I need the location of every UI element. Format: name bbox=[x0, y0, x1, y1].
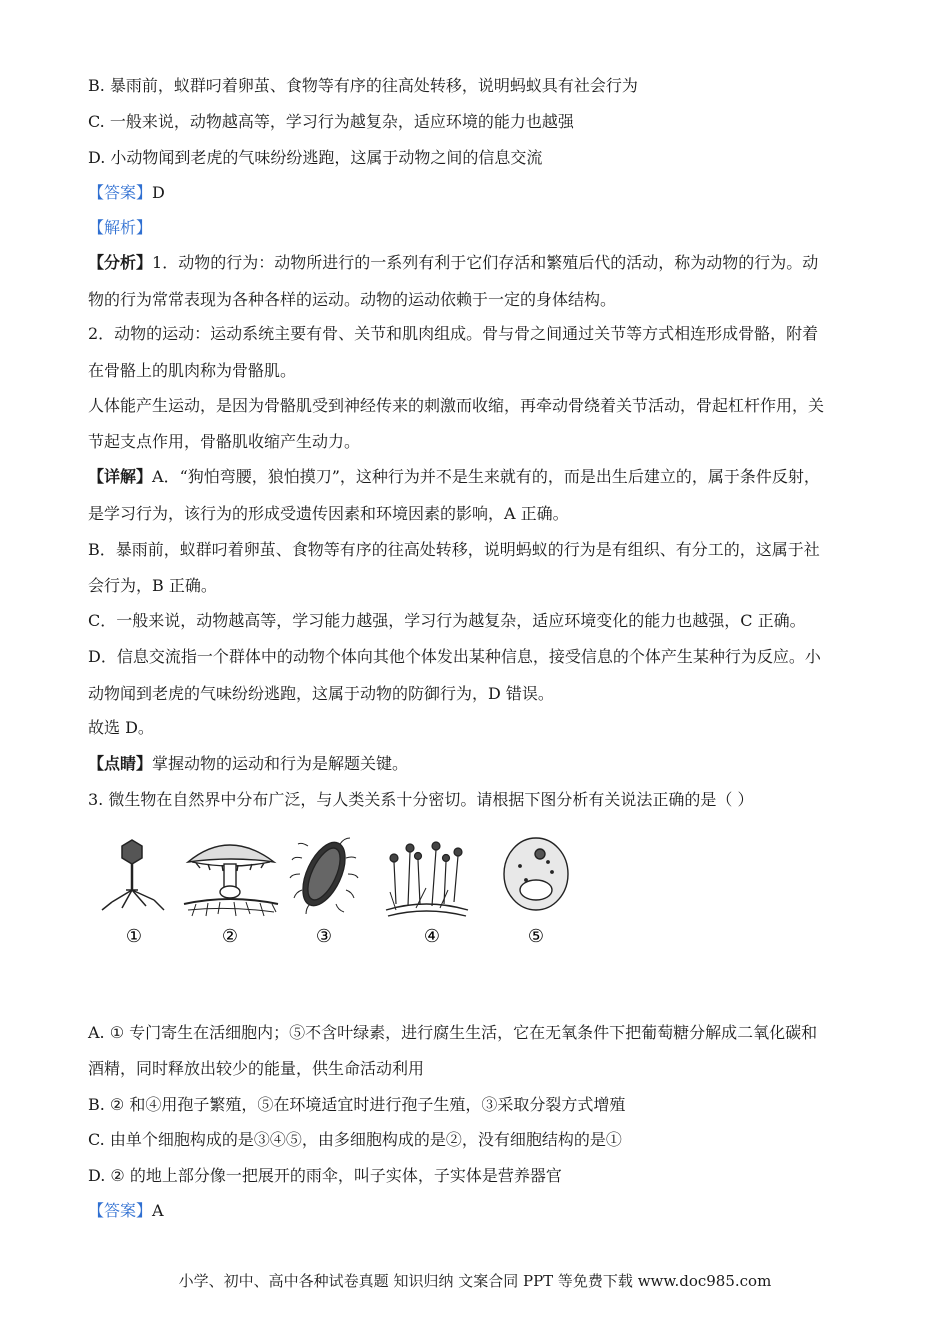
comment-tag: 【点睛】 bbox=[88, 754, 153, 773]
fenxi-line-1 bbox=[88, 253, 818, 273]
fenxi-text-1a: 1．动物的行为：动物所进行的一系列有利于它们存活和繁殖后代的活动，称为动物的行为。动 bbox=[152, 253, 819, 272]
mold-illustration bbox=[386, 842, 468, 916]
detail-line-3: B．暴雨前，蚁群叼着卵茧、食物等有序的往高处转移，说明蚂蚁的行为是有组织、有分工的，这属于社 bbox=[88, 540, 820, 559]
bacteriophage-illustration bbox=[102, 840, 164, 910]
prev-option-c: C. 一般来说，动物越高等，学习行为越复杂，适应环境的能力也越强 bbox=[88, 112, 574, 131]
figure-label-3: ③ bbox=[315, 926, 333, 947]
fenxi-line-5: 人体能产生运动，是因为骨骼肌受到神经传来的刺激而收缩，再牵动骨绕着关节活动，骨起杠杆作用，关 bbox=[88, 396, 825, 415]
q3-option-a-line-1: A. ① 专门寄生在活细胞内；⑤不含叶绿素，进行腐生生活，它在无氧条件下把葡萄糖分解成二氧化碳和 bbox=[88, 1023, 818, 1042]
figure-label-2: ② bbox=[221, 926, 239, 947]
detail-line-2: 是学习行为，该行为的形成受遗传因素和环境因素的影响，A 正确。 bbox=[88, 504, 569, 523]
page-footer: 小学、初中、高中各种试卷真题 知识归纳 文案合同 PPT 等免费下载 www.doc985.com bbox=[178, 1272, 772, 1290]
q3-option-c: C. 由单个细胞构成的是③④⑤，由多细胞构成的是②，没有细胞结构的是① bbox=[88, 1130, 622, 1149]
detail-tag: 【详解】 bbox=[88, 467, 153, 486]
fenxi-line-3: 2．动物的运动：运动系统主要有骨、关节和肌肉组成。骨与骨之间通过关节等方式相连形成骨骼，附着 bbox=[88, 324, 819, 343]
figure-label-1: ① bbox=[125, 926, 143, 947]
comment-text: 掌握动物的运动和行为是解题关键。 bbox=[152, 754, 409, 773]
prev-option-b: B. 暴雨前，蚁群叼着卵茧、食物等有序的往高处转移，说明蚂蚁具有社会行为 bbox=[88, 76, 638, 95]
answer-tag: 【答案】 bbox=[88, 183, 153, 202]
fenxi-line-2: 物的行为常常表现为各种各样的运动。动物的运动依赖于一定的身体结构。 bbox=[88, 290, 617, 309]
detail-line-4: 会行为，B 正确。 bbox=[88, 576, 217, 595]
bacterium-illustration bbox=[290, 836, 358, 914]
detail-line-5: C．一般来说，动物越高等，学习能力越强，学习行为越复杂，适应环境变化的能力也越强，C 正确。 bbox=[88, 611, 806, 630]
detail-line-1 bbox=[88, 467, 820, 487]
detail-line-6: D．信息交流指一个群体中的动物个体向其他个体发出某种信息，接受信息的个体产生某种行为反应。小 bbox=[88, 647, 821, 666]
analysis-tag: 【解析】 bbox=[88, 218, 153, 237]
fenxi-tag: 【分析】 bbox=[88, 253, 153, 272]
fenxi-line-6: 节起支点作用，骨骼肌收缩产生动力。 bbox=[88, 432, 361, 451]
prev-option-d: D. 小动物闻到老虎的气味纷纷逃跑，这属于动物之间的信息交流 bbox=[88, 148, 543, 167]
prev-answer bbox=[88, 183, 165, 203]
q3-answer-tag: 【答案】 bbox=[88, 1201, 153, 1220]
q3-answer-value: A bbox=[152, 1201, 164, 1220]
microorganism-figure bbox=[96, 832, 596, 950]
figure-label-5: ⑤ bbox=[527, 926, 545, 947]
q3-option-a-line-2: 酒精，同时释放出较少的能量，供生命活动利用 bbox=[88, 1059, 425, 1078]
detail-line-7: 动物闻到老虎的气味纷纷逃跑，这属于动物的防御行为，D 错误。 bbox=[88, 684, 554, 703]
choose-line: 故选 D。 bbox=[88, 718, 154, 737]
detail-text-a1: A．“狗怕弯腰，狼怕摸刀”，这种行为并不是生来就有的，而是出生后建立的，属于条件反射， bbox=[152, 467, 820, 486]
q3-option-d: D. ② 的地上部分像一把展开的雨伞，叫子实体，子实体是营养器官 bbox=[88, 1166, 562, 1185]
answer-value: D bbox=[152, 183, 165, 202]
yeast-illustration bbox=[504, 838, 568, 910]
q3-answer bbox=[88, 1201, 164, 1221]
comment-line bbox=[88, 754, 408, 774]
question3-stem: 3. 微生物在自然界中分布广泛，与人类关系十分密切。请根据下图分析有关说法正确的是（ ） bbox=[88, 790, 754, 809]
q3-option-b: B. ② 和④用孢子繁殖，⑤在环境适宜时进行孢子生殖，③采取分裂方式增殖 bbox=[88, 1095, 626, 1114]
mushroom-illustration bbox=[184, 845, 278, 916]
figure-label-4: ④ bbox=[423, 926, 441, 947]
fenxi-line-4: 在骨骼上的肌肉称为骨骼肌。 bbox=[88, 361, 297, 380]
